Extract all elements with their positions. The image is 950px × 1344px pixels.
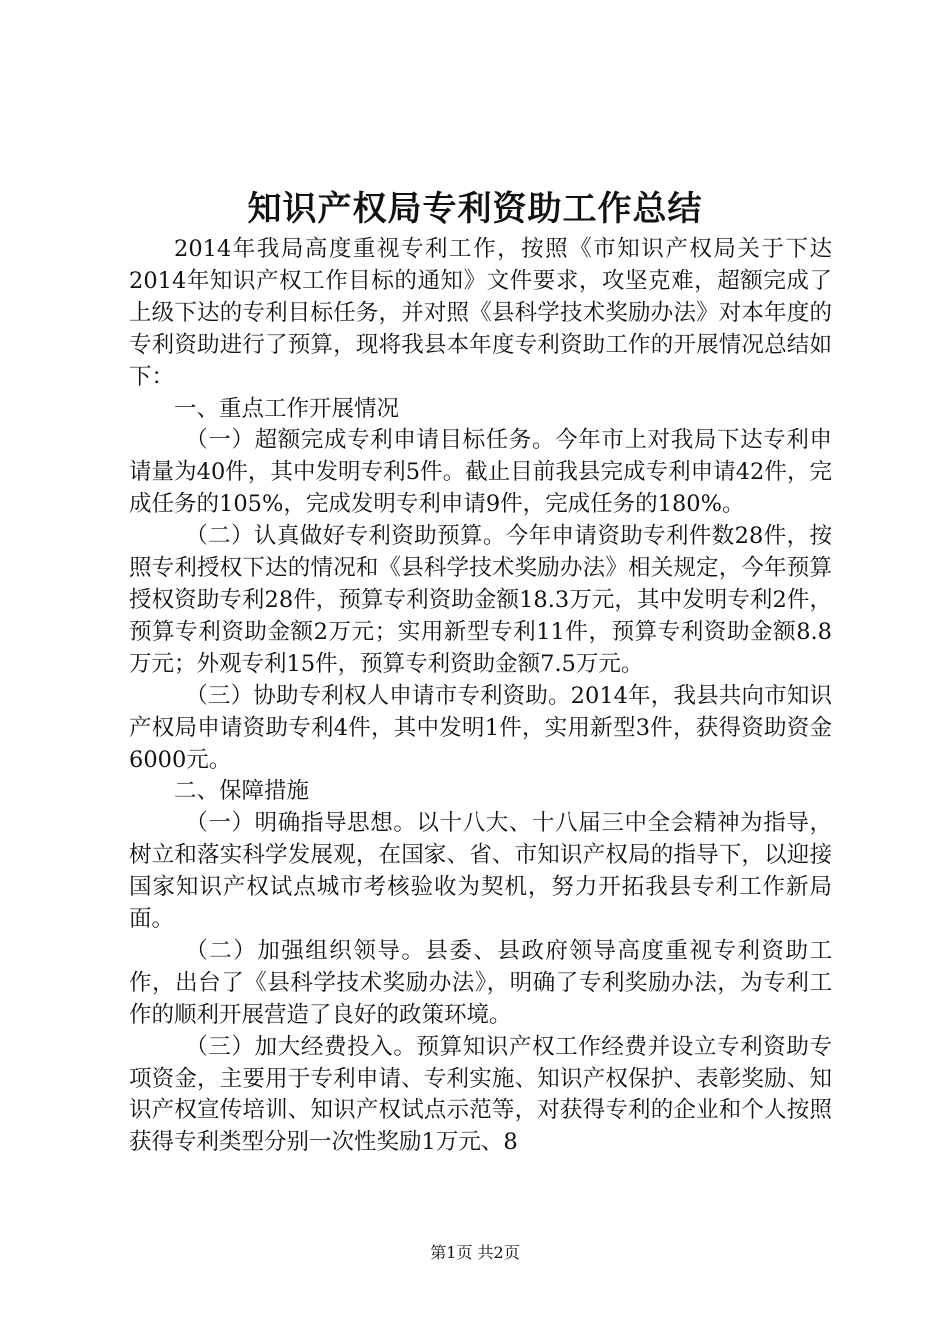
section-heading-safeguards: 二、保障措施 — [174, 778, 310, 805]
paragraph-funding-input: （三）加大经费投入。预算知识产权工作经费并设立专利资助专项资金，主要用于专利申请、专利实施、知识产权保护、表彰奖励、知识产权宣传培训、知识产权试点示范等，对获得专利的企业和个人按照获得专利类型分别一次性奖励1万元、8 — [129, 1033, 832, 1156]
paragraph-leadership: （二）加强组织领导。县委、县政府领导高度重视专利资助工作，出台了《县科学技术奖励办法》，明确了专利奖励办法，为专利工作的顺利开展营造了良好的政策环境。 — [129, 937, 832, 1028]
intro-paragraph: 2014年我局高度重视专利工作，按照《市知识产权局关于下达2014年知识产权工作目标的通知》文件要求，攻坚克难，超额完成了上级下达的专利目标任务，并对照《县科学技术奖励办法》对本年度的专利资助进行了预算，现将我县本年度专利资助工作的开展情况总结如下： — [129, 236, 832, 390]
section-heading-key-work: 一、重点工作开展情况 — [174, 395, 400, 422]
document-title: 知识产权局专利资助工作总结 — [247, 189, 703, 229]
paragraph-over-target: （一）超额完成专利申请目标任务。今年市上对我局下达专利申请量为40件，其中发明专利5件。截止目前我县完成专利申请42件，完成任务的105%，完成发明专利申请9件，完成任务的180%。 — [129, 427, 832, 518]
paragraph-city-funding: （三）协助专利权人申请市专利资助。2014年，我县共向市知识产权局申请资助专利4件，其中发明1件，实用新型3件，获得资助资金6000元。 — [129, 682, 832, 773]
paragraph-budget: （二）认真做好专利资助预算。今年申请资助专利件数28件，按照专利授权下达的情况和《县科学技术奖励办法》相关规定，今年预算授权资助专利28件，预算专利资助金额18.3万元，其中发明专利2件，预算专利资助金额2万元；实用新型专利11件，预算专利资助金额8.8万元；外观专利15件，预算专利资助金额7.5万元。 — [129, 523, 832, 677]
page-number-footer: 第1页 共2页 — [430, 1243, 520, 1262]
paragraph-guiding-ideology: （一）明确指导思想。以十八大、十八届三中全会精神为指导，树立和落实科学发展观，在国家、省、市知识产权局的指导下，以迎接国家知识产权试点城市考核验收为契机，努力开拓我县专利工作新局面。 — [129, 810, 832, 933]
document-body — [129, 234, 832, 1159]
